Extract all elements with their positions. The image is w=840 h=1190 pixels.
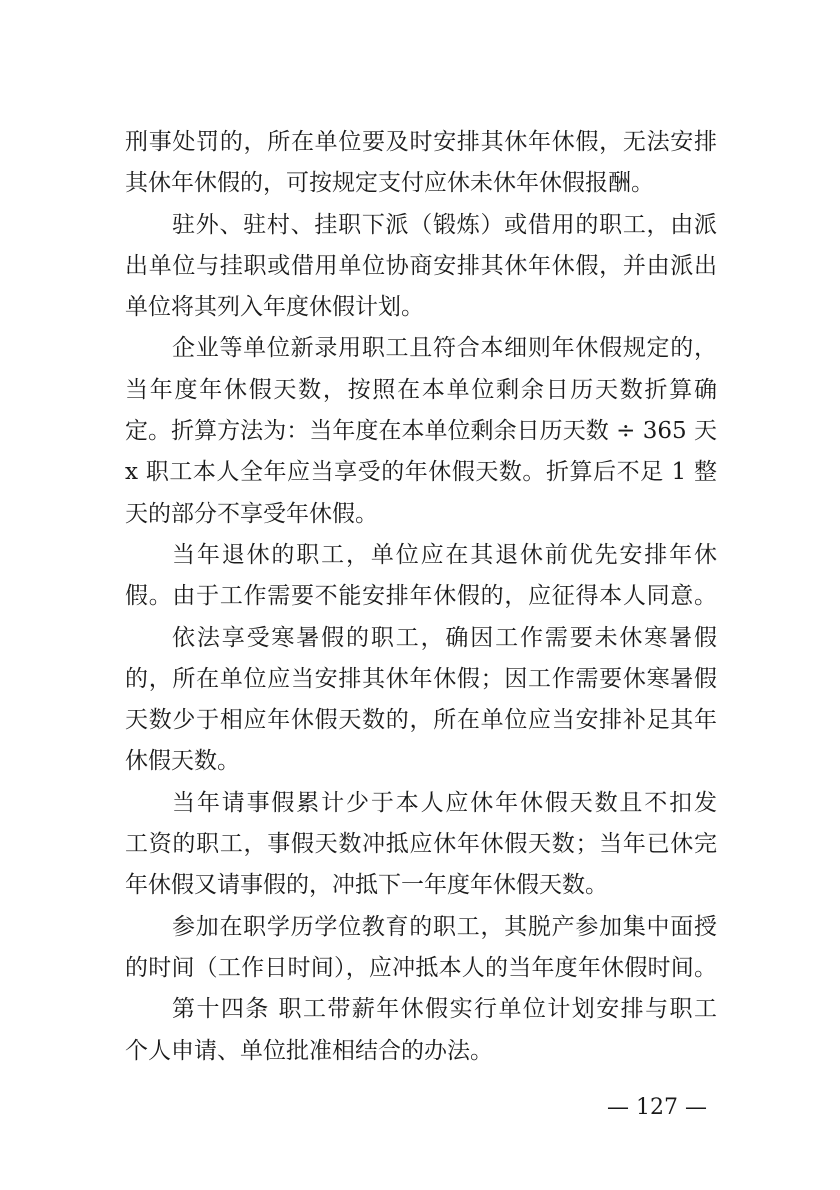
text-line: 定。折算方法为：当年度在本单位剩余日历天数 ÷ 365 天: [125, 418, 717, 445]
page-number: — 127 —: [607, 1095, 707, 1120]
text-line: 个人申请、单位批准相结合的办法。: [125, 1037, 493, 1064]
text-line: 当年度年休假天数，按照在本单位剩余日历天数折算确: [125, 376, 717, 403]
text-line: 天的部分不享受年休假。: [125, 500, 378, 527]
text-line: 的时间（工作日时间），应冲抵本人的当年度年休假时间。: [125, 954, 717, 981]
text-line: 工资的职工，事假天数冲抵应休年休假天数；当年已休完: [125, 831, 717, 858]
text-line: 企业等单位新录用职工且符合本细则年休假规定的，: [172, 335, 717, 362]
text-line: 参加在职学历学位教育的职工，其脱产参加集中面授: [172, 913, 717, 940]
text-line: 驻外、驻村、挂职下派（锻炼）或借用的职工，由派: [172, 211, 717, 238]
text-line: 休假天数。: [125, 748, 240, 775]
text-line: 天数少于相应年休假天数的，所在单位应当安排补足其年: [125, 707, 717, 734]
text-line: 当年退休的职工，单位应在其退休前优先安排年休: [172, 541, 717, 568]
text-line: 刑事处罚的，所在单位要及时安排其休年休假，无法安排: [125, 129, 717, 155]
text-line: 依法享受寒暑假的职工，确因工作需要未休寒暑假: [172, 624, 717, 651]
text-line: 出单位与挂职或借用单位协商安排其休年休假，并由派出: [125, 252, 717, 279]
text-line: x 职工本人全年应当享受的年休假天数。折算后不足 1 整: [125, 459, 717, 486]
body-text: [125, 122, 717, 1072]
text-line: 当年请事假累计少于本人应休年休假天数且不扣发: [172, 789, 717, 816]
text-line: 第十四条 职工带薪年休假实行单位计划安排与职工: [172, 996, 717, 1023]
text-line: 其休年休假的，可按规定支付应休未休年休假报酬。: [125, 170, 654, 197]
text-line: 的，所在单位应当安排其休年休假；因工作需要休寒暑假: [125, 665, 717, 692]
text-line: 单位将其列入年度休假计划。: [125, 294, 424, 321]
text-line: 年休假又请事假的，冲抵下一年度年休假天数。: [125, 872, 608, 899]
text-line: 假。由于工作需要不能安排年休假的，应征得本人同意。: [125, 583, 717, 610]
